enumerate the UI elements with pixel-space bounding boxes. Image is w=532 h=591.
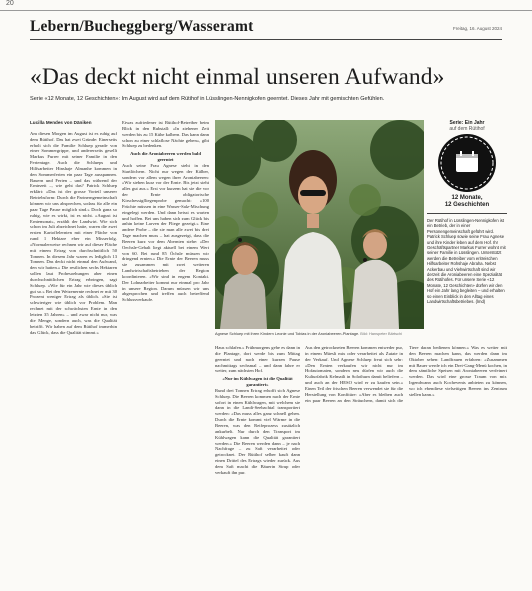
body-text-col2b: Auch seine Frau Agnese steht in den Startlöchern. Nicht nur wegen der Kälber, sondern vor allem wegen ihrer Aroniabeeren: «Wir sieben kurz vor der Ernte. Bis jetzt sieht alles gut aus.» Erst vor kurzem hat sie die vor der Ernte obligatorische Kirschessigfliegenprobe gemacht: «100 Früchte müssen in eine Wasser-Salz-Mischung eingelegt werden. Und dann heisst es warten und hoffen. Bei uns haben sich zum Glück bis anhin keine Larven der Fliege gezeigt.» Eine andere Probe – die sie man alle zwei bis drei Tage machen muss – hat ausgezeigt, dass die Beeren kurz vor dem Abernten stehe: «Der Oechsle-Gehalt liegt aktuell bei einem Wert von 60. Bei rund 85 Öchsle müssen wir dringend ernten.» Die Ernte der Beeren muss sie zusammen mit zwei weiteren Landwirtschaftsbetrieben der Region koordinieren. «Wir sind in engem Kontakt. Der Lohnarbeiter kommt nur einmal pro Jahr in unsere Region. Darum müssen wir uns abgesprochen und treffen auch betreffend Schlussverkaufe. (122, 162, 209, 303)
body-text-col2: Etwas zufriedener ist Rütihof-Betreiber beim Blick in den Rubstall: «In ziehener Zeit werden bis zu 15 Kühe kalbern. Das kann dann schon zu einer schlaflose Nächte geben», gibt Schluep zu bedenken. (122, 120, 209, 149)
series-logo (438, 134, 496, 192)
series-logo-bottom: 12 Geschichten (444, 202, 490, 208)
body-text-col1: Am diesen Morgen im August ist es ruhig auf dem Rütihof. Das hat zwei Gründe: Einerseits erholt sich die Familie Schluep gerade von einer Sommergrippe, und andererseits gesellt Markus Furrer mit seiner Familie in den Ferientage. Auch die Schlueps und Hilfsarbeiter Hinshaje Almanhe kommen in den Sommerferien ein paar Tage ausspannen. Bauern und Ferien – und das während der Erntezeit –, wie geht das? Patrick Schluep erklärt: «Das ist der grosse Vorteil unserer Betriebsform: Durch die Partnerngemeinschaft können wir uns absprechen, sodass für alle ein paar Tage Pause möglich sind.» Doch ganz so ruhig, wie es wirkt, ist es nicht. «August ist Erntemonat», erzählt der Landwirt. Wie sich schon im Juli abzeichnet hatte, waren die zwei ersten Kartoffelernten mit einer Fläche von rund 1 Hektare eher ein Misserfolg. «Normalerweise rechnen wir auf dieser Fläche mit einem Ertrag von durchschnittlich 50 Tonnen. In diesem Jahr waren es lediglich 13 Tonnen. Das deckt nicht einmal den Aufwand, den wir hatten.» Die restlichen sechs Hektaren sollen laut Prohesoehungen aber einen durchschnittlichen Ertrag erbringen, sagt Schluep. «Wie für ein Jahr wie dieses üblich gut so.» Bei den Weizenernte rechnet er mit 30 Prozent weniger Ertrag als üblich. «Sie ist schwieriger wie üblich vor Problem. Man rechnet mit der schwächsten Ernte in den letzten 35 Jahren» – und zwar nicht nur, was die Menge, sondern auch, was die Qualität betrifft. Wir haben auf dem Rütihof immerhin das Glück, dass die Qualität stimmt.» (30, 130, 117, 335)
page-number: 20 (6, 0, 14, 7)
series-badge (427, 120, 507, 132)
article-column-3 (215, 345, 300, 582)
caption-text: Agnese Schluep mit ihren Kindern Leonie und Tobias in der Aroniabeeren-Plantage. (215, 331, 360, 336)
series-logo-top: 12 Monate, (451, 195, 483, 201)
subline: Serie «12 Monate, 12 Geschichten»: Im August wird auf dem Rütihof in Lüsslingen-Nennigkofen geerntet. Dieses Jahr mit gemischten Gefühlen. (30, 96, 385, 102)
sidebar-rule (427, 213, 507, 214)
photo-credit: Bild: Hanspeter Bärtschi (360, 331, 403, 336)
series-badge-line-1: Serie: Ein Jahr (449, 120, 485, 126)
aronia-plantation-photo (215, 120, 424, 329)
issue-date: Freitag, 16. August 2024 (452, 26, 502, 31)
body-text-col3: Haus schlafen.» Frühmorgens gehe es dann in die Plantage, dort werde bis zum Mittag geerntet und nach einer kurzen Pause nachmittags sechsmal – und dann fahre er weiter, zum nächsten Hof. (215, 345, 300, 374)
body-text-col3b: Rund drei Tonnen Ertrag erhofft sich Agnese Schluep. Die Beeren kommen nach der Ernte sofort in einen Kühlwagen, mit welchem sie dann in die Landi-Seebachtal transportiert werden: «Das muss alles ganz schnell gehen. Durch die Ernte kommt viel Wärme in die Beeren, was den Reifeprozess zusätzlich ankurbelt. Nur durch den Transport im Kühlwagen kann die Qualität garantiert werden.» Die Beeren werden dann – je nach Nachfrage – zu Saft verarbeitet oder getrocknet. Der Rütihof selber kauft dann einen Drittel des Ertrags wieder zurück. Aus dem Saft macht die Bäuerin Sirup oder verkauft ihn pur. (215, 387, 300, 475)
series-badge-line-2: auf dem Rütihof (449, 126, 485, 132)
article-column-4 (305, 345, 507, 582)
photo-caption (215, 331, 435, 336)
section-title: Lebern/Bucheggberg/Wasseramt (30, 18, 254, 35)
section-rule (30, 39, 502, 40)
headline: «Das deckt nicht einmal unseren Aufwand» (30, 64, 445, 90)
series-sidebar (427, 120, 507, 352)
calendar-icon (438, 134, 496, 192)
article-column-1 (30, 120, 117, 582)
photo-illustration (215, 120, 424, 329)
article-column-2 (122, 120, 209, 582)
series-logo-title (427, 195, 507, 209)
subhead-aronia: Auch die Aroniabeeren werden bald geerntet (130, 151, 201, 163)
series-description: Der Rütihof in Lüsslingen-Nennigkofen ist ein Betrieb, der in einer Personengemeinschaft geführt wird. Patrick Schluep sowie seine Frau Agnese und ihre Kinder leben auf dem Hof. Ihr Geschäftspartner Markus Furrer wohnt mit seiner Familie in Lüsslingen. Unterstützt werden die Betreiber vom eritreischen Hilfsarbeiter Rohshaje Abraha. Nebst Ackerbau und Viehwirtschaft sind wir derzeit die Aroniabeeren eine Spezialität des Rütihofes. Für unsere Serie «12 Monate, 12 Geschichten» dürfen wir den Hof ein Jahr lang begleiten – und erhalten so einen Einblick in den Alltag eines Landwirtschaftsbetriebes. (lmd) (427, 218, 506, 305)
top-rule (0, 10, 532, 11)
author: Lucilla Mendes von Däniken (30, 120, 92, 125)
body-text-col4: Aus den getrockneten Beeren kommen entweder pur, in einem Müesli mix oder verarbeitet als Zutate in der Verkauf. Und Agnese Schluep freut sich sehr: «Den Ernten verkaufen wir nicht nur im Hofautomaten, sondern neu dürfen wir auch die Kulturfabrik Kelmatli in Solothurn damit beliefern – und auch an der HESO wird er zu kaufen sein.» Einen Teil der frischen Beeren verwendet sie für die Herstellung von Konfitüre: «Aber es bleiben auch ein paar Beeren an den Sträuchern, damit sich die Tiere daran bedienen können.» Was es weiter mit den Beeren machen kann, das werden dann im Oktober sehen: Landfrauen erfahren: «Zusammen mit Bauer werde ich ein Drei-Gang-Menü kochen, in dem sämtliche Speisen mit Aroniabeeren verfeinert werden. Das wird eine grosse Traum von mir. Irgendwann auch Kochevents anbieten zu können, wo ich ebendiese vielseitigen Beeren ins Zentrum stellen kann.» (305, 345, 507, 403)
subhead-cooling: «Nur im Kühlwagen ist die Qualität garantiert» (222, 376, 293, 388)
